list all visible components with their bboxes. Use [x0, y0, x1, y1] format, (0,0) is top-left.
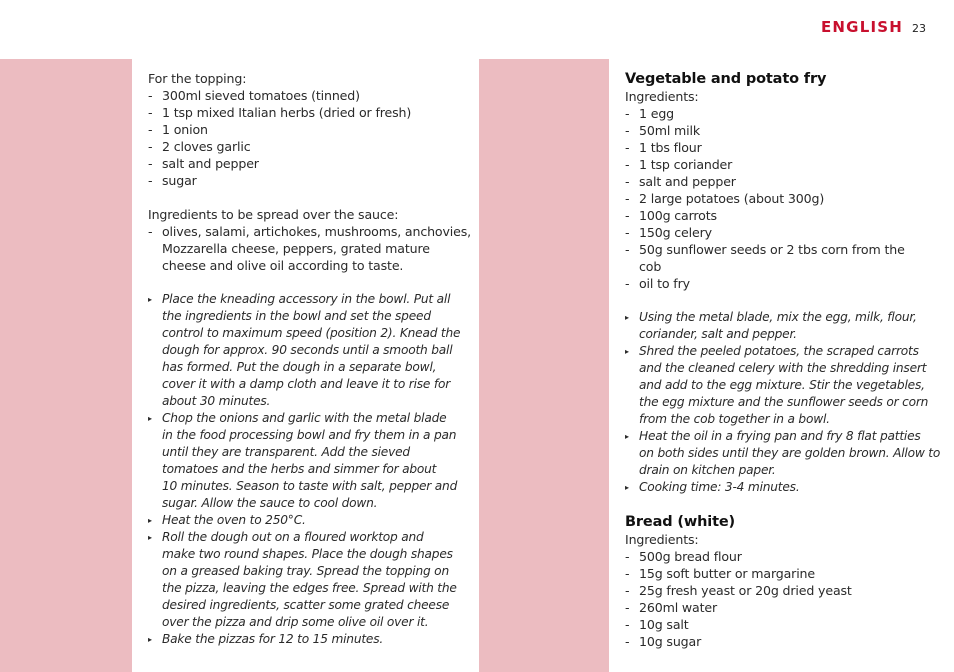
- veg-ingredients-label: Ingredients:: [625, 89, 699, 104]
- veg-ingredient: [625, 139, 925, 156]
- instruction-step-line: 10 minutes. Season to taste with salt, pepper and: [162, 479, 458, 493]
- triangle-bullet-icon: ▸: [625, 432, 629, 441]
- page-number: 23: [912, 22, 926, 35]
- instruction-step-line: make two round shapes. Place the dough shapes: [162, 547, 453, 561]
- instruction-step-line: Bake the pizzas for 12 to 15 minutes.: [162, 632, 384, 646]
- instruction-step-line: on both sides until they are golden brown. Allow to: [639, 446, 941, 460]
- instruction-step: [148, 631, 453, 648]
- veg-ingredient: [625, 241, 925, 275]
- dash-icon: -: [148, 105, 153, 120]
- bread-ingredient: [625, 582, 925, 599]
- dash-icon: -: [625, 140, 630, 155]
- veg-ingredient-line: 150g celery: [639, 225, 712, 240]
- dash-icon: -: [148, 122, 153, 137]
- instruction-step: [148, 529, 457, 631]
- dash-icon: -: [148, 88, 153, 103]
- veg-recipe-title: Vegetable and potato fry: [625, 71, 827, 87]
- topping-item-line: sugar: [162, 173, 197, 188]
- page-header: [821, 18, 926, 36]
- bread-recipe-title: Bread (white): [625, 514, 736, 530]
- spread-label: Ingredients to be spread over the sauce:: [148, 207, 399, 222]
- dash-icon: -: [625, 617, 630, 632]
- instruction-step: [148, 512, 453, 529]
- veg-ingredient-line: 1 egg: [639, 106, 675, 121]
- instruction-step-line: until they are transparent. Add the sieved: [162, 445, 410, 459]
- triangle-bullet-icon: ▸: [148, 414, 152, 423]
- veg-ingredient-line: 1 tsp coriander: [639, 157, 733, 172]
- triangle-bullet-icon: ▸: [148, 295, 152, 304]
- veg-ingredient: [625, 207, 925, 224]
- dash-icon: -: [625, 157, 630, 172]
- instruction-step-line: over the pizza and drip some olive oil over it.: [162, 615, 429, 629]
- instruction-step-line: Chop the onions and garlic with the metal blade: [162, 411, 447, 425]
- veg-steps: [625, 309, 941, 496]
- veg-ingredient-line: 50ml milk: [639, 123, 701, 138]
- right-column: [625, 70, 941, 650]
- bread-ingredient: [625, 565, 925, 582]
- instruction-step-line: desired ingredients, scatter some grated cheese: [162, 598, 450, 612]
- topping-item: [148, 104, 453, 121]
- instruction-step: [625, 343, 929, 428]
- bread-ingredient: [625, 599, 925, 616]
- topping-item-line: 1 tsp mixed Italian herbs (dried or fresh): [162, 105, 412, 120]
- instruction-step: [625, 309, 925, 343]
- bread-ingredient: [625, 548, 925, 565]
- dash-icon: -: [625, 600, 630, 615]
- veg-ingredient: [625, 122, 925, 139]
- dash-icon: -: [625, 242, 630, 257]
- instruction-step: [148, 410, 458, 512]
- triangle-bullet-icon: ▸: [625, 483, 629, 492]
- topping-item-line: salt and pepper: [162, 156, 259, 171]
- topping-item-line: 300ml sieved tomatoes (tinned): [162, 88, 360, 103]
- veg-ingredient-line: 100g carrots: [639, 208, 717, 223]
- veg-ingredient-line: oil to fry: [639, 276, 690, 291]
- bread-ingredient: [625, 616, 925, 633]
- pizza-steps: [148, 291, 461, 648]
- instruction-step-line: has formed. Put the dough in a separate bowl,: [162, 360, 437, 374]
- triangle-bullet-icon: ▸: [625, 347, 629, 356]
- veg-ingredient: [625, 173, 925, 190]
- topping-item: [148, 87, 453, 104]
- spread-item-line: Mozzarella cheese, peppers, grated mature: [162, 241, 430, 256]
- veg-ingredient: [625, 275, 925, 292]
- instruction-step-line: the egg mixture and the sunflower seeds or corn: [639, 395, 929, 409]
- instruction-step-line: from the cob together in a bowl.: [639, 412, 830, 426]
- spread-item: [148, 223, 472, 274]
- instruction-step-line: about 30 minutes.: [162, 394, 271, 408]
- dash-icon: -: [625, 634, 630, 649]
- topping-item-line: 1 onion: [162, 122, 208, 137]
- instruction-step: [148, 291, 461, 410]
- spread-ingredient-list: [148, 223, 472, 274]
- veg-ingredient-line: 1 tbs flour: [639, 140, 702, 155]
- instruction-step-line: and add to the egg mixture. Stir the vegetables,: [639, 378, 925, 392]
- instruction-step-line: sugar. Allow the sauce to cool down.: [162, 496, 378, 510]
- left-column: [148, 70, 472, 648]
- instruction-step-line: coriander, salt and pepper.: [639, 327, 797, 341]
- topping-item: [148, 121, 453, 138]
- instruction-step-line: Using the metal blade, mix the egg, milk, flour,: [639, 310, 917, 324]
- veg-ingredient-line: cob: [639, 259, 662, 274]
- middle-margin-band: [479, 59, 609, 672]
- veg-ingredient: [625, 224, 925, 241]
- veg-ingredient-line: 2 large potatoes (about 300g): [639, 191, 825, 206]
- bread-ingredient-line: 10g salt: [639, 617, 689, 632]
- dash-icon: -: [148, 173, 153, 188]
- dash-icon: -: [148, 139, 153, 154]
- dash-icon: -: [625, 566, 630, 581]
- spread-item-line: olives, salami, artichokes, mushrooms, anchovies,: [162, 224, 472, 239]
- instruction-step-line: dough for approx. 90 seconds until a smooth ball: [162, 343, 453, 357]
- spread-item-line: cheese and olive oil according to taste.: [162, 258, 404, 273]
- topping-item: [148, 138, 453, 155]
- instruction-step-line: the ingredients in the bowl and set the speed: [162, 309, 431, 323]
- veg-ingredient-line: salt and pepper: [639, 174, 736, 189]
- dash-icon: -: [625, 174, 630, 189]
- instruction-step-line: drain on kitchen paper.: [639, 463, 776, 477]
- triangle-bullet-icon: ▸: [148, 635, 152, 644]
- instruction-step-line: cover it with a damp cloth and leave it to rise for: [162, 377, 451, 391]
- instruction-step: [625, 428, 941, 479]
- triangle-bullet-icon: ▸: [625, 313, 629, 322]
- triangle-bullet-icon: ▸: [148, 533, 152, 542]
- topping-item: [148, 155, 453, 172]
- instruction-step-line: in the food processing bowl and fry them in a pan: [162, 428, 457, 442]
- bread-ingredient-line: 500g bread flour: [639, 549, 742, 564]
- triangle-bullet-icon: ▸: [148, 516, 152, 525]
- instruction-step-line: Shred the peeled potatoes, the scraped carrots: [639, 344, 919, 358]
- veg-ingredient-list: [625, 105, 925, 292]
- bread-ingredient-line: 260ml water: [639, 600, 718, 615]
- dash-icon: -: [625, 208, 630, 223]
- bread-ingredient-line: 25g fresh yeast or 20g dried yeast: [639, 583, 852, 598]
- dash-icon: -: [148, 156, 153, 171]
- dash-icon: -: [625, 549, 630, 564]
- veg-ingredient: [625, 156, 925, 173]
- bread-ingredients-label: Ingredients:: [625, 532, 699, 547]
- dash-icon: -: [625, 106, 630, 121]
- instruction-step-line: control to maximum speed (position 2). Knead the: [162, 326, 461, 340]
- veg-ingredient-line: 50g sunflower seeds or 2 tbs corn from the: [639, 242, 905, 257]
- veg-ingredient: [625, 190, 925, 207]
- instruction-step-line: tomatoes and the herbs and simmer for about: [162, 462, 437, 476]
- topping-item-line: 2 cloves garlic: [162, 139, 251, 154]
- instruction-step-line: Cooking time: 3-4 minutes.: [639, 480, 800, 494]
- dash-icon: -: [148, 224, 153, 239]
- dash-icon: -: [625, 225, 630, 240]
- dash-icon: -: [625, 123, 630, 138]
- dash-icon: -: [625, 276, 630, 291]
- instruction-step-line: and the cleaned celery with the shredding insert: [639, 361, 927, 375]
- topping-ingredient-list: [148, 87, 453, 189]
- instruction-step-line: Heat the oil in a frying pan and fry 8 flat patties: [639, 429, 921, 443]
- instruction-step-line: on a greased baking tray. Spread the topping on: [162, 564, 449, 578]
- topping-item: [148, 172, 453, 189]
- left-margin-band: [0, 59, 132, 672]
- topping-label: For the topping:: [148, 71, 247, 86]
- language-label: ENGLISH: [820, 18, 903, 36]
- bread-ingredient-line: 15g soft butter or margarine: [639, 566, 815, 581]
- dash-icon: -: [625, 191, 630, 206]
- instruction-step-line: Heat the oven to 250°C.: [162, 513, 306, 527]
- bread-ingredient-line: 10g sugar: [639, 634, 702, 649]
- instruction-step: [625, 479, 925, 496]
- instruction-step-line: Place the kneading accessory in the bowl. Put all: [162, 292, 451, 306]
- bread-ingredient: [625, 633, 925, 650]
- veg-ingredient: [625, 105, 925, 122]
- instruction-step-line: Roll the dough out on a floured worktop and: [162, 530, 424, 544]
- bread-ingredient-list: [625, 548, 925, 650]
- dash-icon: -: [625, 583, 630, 598]
- instruction-step-line: the pizza, leaving the edges free. Spread with the: [162, 581, 457, 595]
